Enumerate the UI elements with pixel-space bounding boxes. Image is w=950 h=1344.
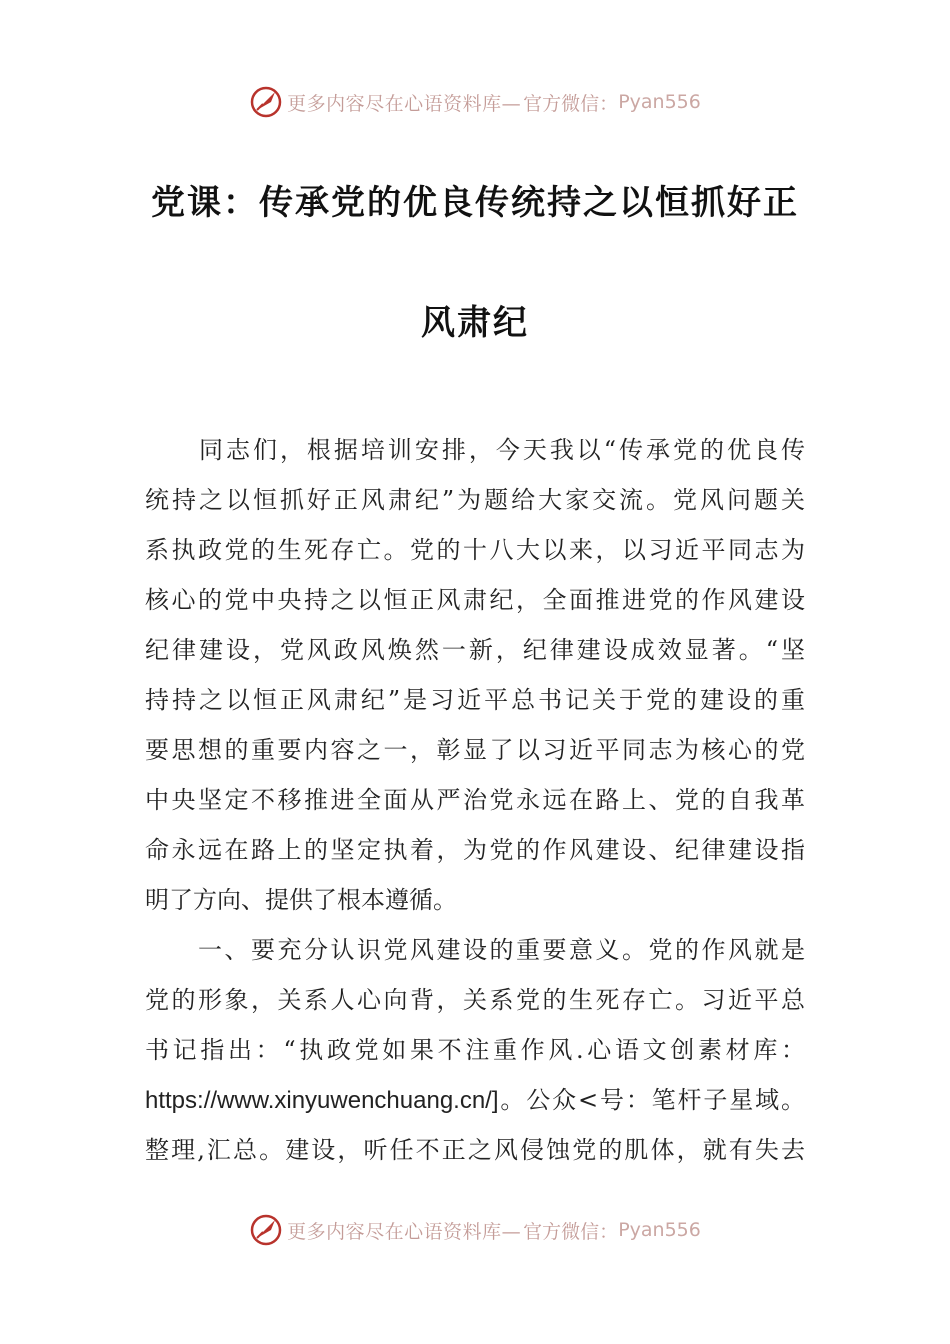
wechat-id: Pyan556: [618, 91, 701, 113]
wechat-id: Pyan556: [618, 1219, 701, 1241]
body-line: 纪律建设，党风政风焕然一新，纪律建设成效显著。“坚: [145, 636, 805, 664]
site-name-text: 更多内容尽在心语资料库—: [287, 1220, 522, 1243]
footer-banner: [0, 1210, 950, 1250]
body-line: 命永远在路上的坚定执着，为党的作风建设、纪律建设指: [145, 836, 805, 864]
wechat-label: 官方微信：: [523, 1220, 619, 1243]
body-line: 书记指出：“执政党如果不注重作风.心语文创素材库：: [145, 1036, 805, 1064]
body-line-url: [145, 1075, 805, 1125]
wechat-label: 官方微信：: [523, 92, 619, 115]
body-line: 中央坚定不移推进全面从严治党永远在路上、党的自我革: [145, 786, 805, 814]
body-line: 核心的党中央持之以恒正风肃纪，全面推进党的作风建设: [145, 586, 805, 614]
header-banner: [0, 82, 950, 122]
body-line: 党的形象，关系人心向背，关系党的生死存亡。习近平总: [145, 986, 805, 1014]
url-line-rest: 。公众<号：笔杆子星域。: [498, 1086, 805, 1114]
quill-logo-icon: [249, 1213, 283, 1247]
document-title-line-2: 风肃纪: [421, 303, 529, 343]
site-name-text: 更多内容尽在心语资料库—: [287, 92, 522, 115]
body-line: 明了方向、提供了根本遵循。: [145, 886, 457, 914]
body-line: 要思想的重要内容之一，彰显了以习近平同志为核心的党: [145, 736, 805, 764]
body-line: 一、要充分认识党风建设的重要意义。党的作风就是: [145, 936, 805, 964]
body-line: 持持之以恒正风肃纪”是习近平总书记关于党的建设的重: [145, 686, 805, 714]
source-url-text: https://www.xinyuwenchuang.cn/]: [145, 1087, 499, 1114]
body-line: 整理,汇总。建设，听任不正之风侵蚀党的肌体，就有失去: [145, 1136, 805, 1164]
quill-logo-icon: [249, 85, 283, 119]
document-title-line-1: 党课：传承党的优良传统持之以恒抓好正: [151, 183, 799, 223]
document-body: [145, 425, 805, 1175]
body-line: 同志们，根据培训安排，今天我以“传承党的优良传: [145, 436, 805, 464]
body-line: 系执政党的生死存亡。党的十八大以来，以习近平同志为: [145, 536, 805, 564]
body-line: 统持之以恒抓好正风肃纪”为题给大家交流。党风问题关: [145, 486, 805, 514]
